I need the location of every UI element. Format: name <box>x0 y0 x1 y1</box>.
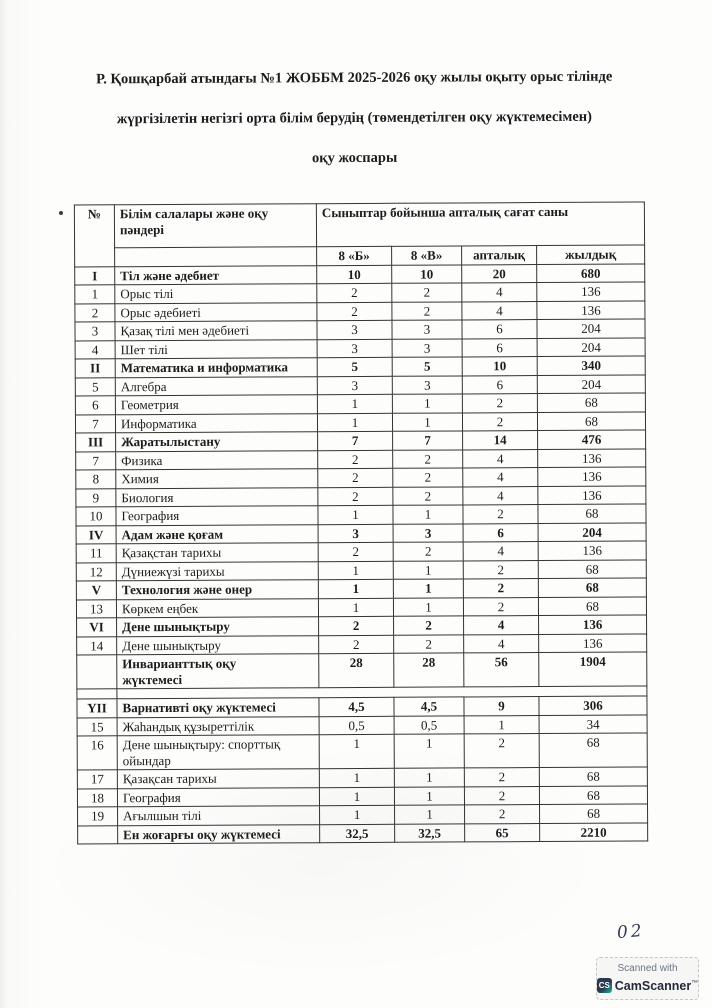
hours-8b-cell: 1 <box>319 734 394 768</box>
row-number-cell: 12 <box>76 562 116 581</box>
row-number-cell: 9 <box>76 488 116 507</box>
row-number-cell <box>78 825 118 844</box>
hours-8v-cell: 1 <box>393 597 463 616</box>
hours-8v-cell: 0,5 <box>394 715 464 734</box>
hours-weekly-cell: 4 <box>462 301 537 320</box>
table-row <box>77 652 647 689</box>
title-line-2: жүргізілетін негізгі орта білім берудің (төмендетілген оқу жүктемесімен) <box>116 108 592 128</box>
subject-name-cell: География <box>116 506 318 526</box>
hours-weekly-cell: 2 <box>465 805 540 824</box>
hours-weekly-cell: 4 <box>464 616 539 635</box>
subject-name-cell: Орыс әдебиеті <box>115 302 317 322</box>
subject-name-cell: Адам және қоғам <box>116 524 318 544</box>
col-header-8b: 8 «Б» <box>317 246 392 265</box>
handwritten-page-number: 02 <box>616 920 646 944</box>
hours-8b-cell: 2 <box>318 468 393 487</box>
hours-yearly-cell: 204 <box>537 319 645 338</box>
hours-8v-cell: 1 <box>392 394 462 413</box>
hours-8b-cell: 3 <box>318 524 393 543</box>
hours-weekly-cell: 14 <box>463 431 538 450</box>
title-line-3: оқу жоспары <box>311 149 398 167</box>
col-header-8v: 8 «В» <box>392 246 462 265</box>
subject-name-cell: Орыс тілі <box>115 284 317 304</box>
row-number-cell: III <box>76 433 116 452</box>
hours-8b-cell: 3 <box>317 339 392 358</box>
hours-yearly-cell: 136 <box>537 282 645 301</box>
hours-8b-cell: 0,5 <box>319 716 394 735</box>
hours-yearly-cell: 68 <box>539 733 647 768</box>
hours-yearly-cell: 68 <box>537 393 645 412</box>
hours-yearly-cell: 2210 <box>540 822 648 841</box>
hours-8b-cell: 1 <box>318 598 393 617</box>
hours-weekly-cell: 2 <box>462 394 537 413</box>
col-header-yearly: жылдық <box>537 245 645 264</box>
hours-8b-cell: 1 <box>317 413 392 432</box>
spacer-cell <box>77 689 117 699</box>
camscanner-icon: CS <box>597 978 612 993</box>
subject-name-cell: Математика и информатика <box>115 358 317 378</box>
col-header-subjects: Білім салалары және оқу пәндері <box>114 204 316 248</box>
hours-8v-cell: 1 <box>393 505 463 524</box>
hours-yearly-cell: 136 <box>538 448 646 467</box>
hours-8v-cell: 10 <box>392 264 462 283</box>
row-number-cell: 18 <box>77 788 117 807</box>
hours-8v-cell: 1 <box>393 560 463 579</box>
subject-name-cell: Алгебра <box>115 376 317 396</box>
hours-weekly-cell: 2 <box>463 597 538 616</box>
hours-8v-cell: 2 <box>392 301 462 320</box>
hours-8v-cell: 3 <box>392 375 462 394</box>
hours-8v-cell: 32,5 <box>395 823 465 842</box>
hours-yearly-cell: 340 <box>537 356 645 375</box>
subject-name-cell: Дене шынықтыру: спорттық ойындар <box>117 735 319 770</box>
row-number-cell: 19 <box>78 807 118 826</box>
hours-weekly-cell: 4 <box>462 283 537 302</box>
hours-weekly-cell: 4 <box>463 486 538 505</box>
subject-name-cell: Тіл және әдебиет <box>115 265 317 285</box>
hours-8v-cell: 2 <box>393 468 463 487</box>
hours-yearly-cell: 68 <box>537 411 645 430</box>
hours-8v-cell: 1 <box>394 768 464 787</box>
hours-yearly-cell: 306 <box>539 696 647 715</box>
subject-name-cell: Информатика <box>115 413 317 433</box>
hours-8v-cell: 3 <box>393 523 463 542</box>
row-number-cell: 3 <box>75 322 115 341</box>
hours-8v-cell: 1 <box>393 579 463 598</box>
subject-name-cell: Биология <box>116 487 318 507</box>
camscanner-badge <box>596 957 699 1000</box>
hours-yearly-cell: 68 <box>538 578 646 597</box>
hours-8v-cell: 5 <box>392 357 462 376</box>
hours-8v-cell: 2 <box>392 283 462 302</box>
hours-weekly-cell: 2 <box>463 505 538 524</box>
hours-yearly-cell: 136 <box>539 633 647 652</box>
hours-yearly-cell: 136 <box>537 300 645 319</box>
hours-weekly-cell: 10 <box>462 357 537 376</box>
hours-yearly-cell: 68 <box>538 559 646 578</box>
hours-weekly-cell: 6 <box>462 375 537 394</box>
subject-name-cell: Дене шынықтыру <box>117 617 319 637</box>
hours-8v-cell: 2 <box>393 486 463 505</box>
hours-8v-cell: 1 <box>395 805 465 824</box>
title-line-1: Р. Қошқарбай атындағы №1 ЖОББМ 2025-2026 оқу жылы оқыту орыс тілінде <box>96 68 613 88</box>
hours-yearly-cell: 204 <box>537 337 645 356</box>
hours-yearly-cell: 136 <box>538 541 646 560</box>
col-header-number: № <box>74 205 114 267</box>
row-number-cell: 5 <box>75 377 115 396</box>
hours-8b-cell: 2 <box>319 616 394 635</box>
row-number-cell: 8 <box>76 470 116 489</box>
subject-name-cell: Варнативті оқу жүктемесі <box>117 698 319 718</box>
hours-yearly-cell: 204 <box>537 374 645 393</box>
hours-8v-cell: 2 <box>393 542 463 561</box>
hours-weekly-cell: 2 <box>464 768 539 787</box>
hours-8b-cell: 2 <box>318 450 393 469</box>
plan-table-body <box>75 263 648 843</box>
scan-artifact-dot <box>59 211 63 215</box>
hours-weekly-cell: 2 <box>463 560 538 579</box>
row-number-cell: II <box>75 359 115 378</box>
header-row-top <box>74 202 644 248</box>
hours-yearly-cell: 136 <box>538 467 646 486</box>
camscanner-name-text: CamScanner <box>614 978 692 993</box>
col-header-weekly: апталық <box>462 246 537 265</box>
hours-8v-cell: 4,5 <box>394 697 464 716</box>
hours-8b-cell: 1 <box>318 505 393 524</box>
scanned-with-label: Scanned with <box>617 963 678 974</box>
subject-name-cell: Жаһандық құзыреттілік <box>117 716 319 736</box>
hours-weekly-cell: 4 <box>463 449 538 468</box>
subject-name-cell: Инварианттық оқу жүктемесі <box>117 654 319 689</box>
hours-8v-cell: 3 <box>392 338 462 357</box>
hours-8b-cell: 1 <box>318 561 393 580</box>
hours-8b-cell: 2 <box>317 302 392 321</box>
row-number-cell: 7 <box>76 451 116 470</box>
hours-8b-cell: 2 <box>319 635 394 654</box>
col-header-weekly-hours-span: Сыныптар бойынша апталық сағат саны <box>316 202 644 247</box>
hours-8v-cell: 1 <box>394 734 464 768</box>
hours-weekly-cell: 20 <box>462 264 537 283</box>
hours-yearly-cell: 68 <box>539 767 647 786</box>
camscanner-name <box>615 979 698 993</box>
hours-8b-cell: 4,5 <box>319 697 394 716</box>
curriculum-table <box>74 201 648 844</box>
subject-name-cell: Дүниежүзі тарихы <box>116 561 318 581</box>
row-number-cell: 7 <box>75 414 115 433</box>
hours-8b-cell: 1 <box>317 394 392 413</box>
hours-8b-cell: 1 <box>319 768 394 787</box>
hours-8v-cell: 1 <box>392 412 462 431</box>
hours-yearly-cell: 68 <box>540 804 648 823</box>
hours-yearly-cell: 1904 <box>539 652 647 687</box>
hours-8b-cell: 32,5 <box>320 824 395 843</box>
table-row <box>78 822 648 843</box>
subject-name-cell: Қазақ тілі мен әдебиеті <box>115 321 317 341</box>
hours-weekly-cell: 9 <box>464 697 539 716</box>
curriculum-table-header <box>74 202 644 266</box>
hours-weekly-cell: 6 <box>462 338 537 357</box>
hours-yearly-cell: 68 <box>539 785 647 804</box>
hours-8v-cell: 3 <box>392 320 462 339</box>
table-row <box>77 733 647 770</box>
hours-yearly-cell: 136 <box>538 485 646 504</box>
hours-weekly-cell: 56 <box>464 653 539 687</box>
hours-8b-cell: 1 <box>318 579 393 598</box>
hours-yearly-cell: 68 <box>538 504 646 523</box>
row-number-cell: 6 <box>75 396 115 415</box>
hours-8b-cell: 5 <box>317 357 392 376</box>
row-number-cell: 17 <box>77 770 117 789</box>
hours-weekly-cell: 2 <box>463 579 538 598</box>
row-number-cell: 14 <box>77 636 117 655</box>
hours-8b-cell: 1 <box>319 787 394 806</box>
hours-8b-cell: 28 <box>319 653 394 687</box>
hours-8b-cell: 2 <box>317 283 392 302</box>
hours-yearly-cell: 34 <box>539 714 647 733</box>
hours-weekly-cell: 1 <box>464 715 539 734</box>
trademark-symbol: ™ <box>691 979 699 987</box>
row-number-cell: 11 <box>76 544 116 563</box>
row-number-cell: 13 <box>76 599 116 618</box>
subject-name-cell: Қазақсан тарихы <box>117 769 319 789</box>
hours-8b-cell: 10 <box>317 265 392 284</box>
hours-8b-cell: 7 <box>318 431 393 450</box>
hours-weekly-cell: 4 <box>463 468 538 487</box>
hours-8b-cell: 3 <box>317 376 392 395</box>
subject-name-cell: Физика <box>116 450 318 470</box>
subject-name-cell: Дене шынықтыру <box>117 635 319 655</box>
row-number-cell: 1 <box>75 285 115 304</box>
row-number-cell: 2 <box>75 303 115 322</box>
hours-weekly-cell: 4 <box>464 634 539 653</box>
row-number-cell <box>77 655 117 689</box>
hours-weekly-cell: 2 <box>464 734 539 768</box>
row-number-cell: YII <box>77 699 117 718</box>
hours-8b-cell: 2 <box>318 542 393 561</box>
subject-name-cell: Көркем еңбек <box>116 598 318 618</box>
hours-weekly-cell: 6 <box>463 523 538 542</box>
subject-name-cell: Шет тілі <box>115 339 317 359</box>
hours-8v-cell: 7 <box>393 431 463 450</box>
row-number-cell: 4 <box>75 340 115 359</box>
row-number-cell: V <box>76 581 116 600</box>
hours-8v-cell: 2 <box>394 634 464 653</box>
row-number-cell: 15 <box>77 717 117 736</box>
subject-name-cell: Технология және онер <box>116 580 318 600</box>
hours-8b-cell: 3 <box>317 320 392 339</box>
row-number-cell: VI <box>77 618 117 637</box>
hours-weekly-cell: 2 <box>464 786 539 805</box>
row-number-cell: IV <box>76 525 116 544</box>
hours-yearly-cell: 136 <box>539 615 647 634</box>
hours-weekly-cell: 2 <box>462 412 537 431</box>
document-title <box>24 46 685 189</box>
col-header-subjects-empty <box>115 247 317 267</box>
hours-8v-cell: 2 <box>393 449 463 468</box>
subject-name-cell: Геометрия <box>115 395 317 415</box>
hours-8b-cell: 1 <box>320 805 395 824</box>
row-number-cell: 16 <box>77 736 117 770</box>
hours-weekly-cell: 4 <box>463 542 538 561</box>
hours-weekly-cell: 6 <box>462 320 537 339</box>
hours-8v-cell: 2 <box>394 616 464 635</box>
subject-name-cell: Ағылшын тілі <box>118 806 320 826</box>
row-number-cell: 10 <box>76 507 116 526</box>
hours-weekly-cell: 65 <box>465 823 540 842</box>
subject-name-cell: Қазақстан тарихы <box>116 543 318 563</box>
hours-yearly-cell: 204 <box>538 522 646 541</box>
subject-name-cell: Химия <box>116 469 318 489</box>
hours-8b-cell: 2 <box>318 487 393 506</box>
row-number-cell: I <box>75 266 115 285</box>
camscanner-logo <box>598 978 699 993</box>
subject-name-cell: Жаратылыстану <box>116 432 318 452</box>
subject-name-cell: География <box>117 787 319 807</box>
hours-8v-cell: 1 <box>394 786 464 805</box>
hours-yearly-cell: 680 <box>537 263 645 282</box>
hours-8v-cell: 28 <box>394 653 464 687</box>
hours-yearly-cell: 476 <box>538 430 646 449</box>
subject-name-cell: Ен жоғарғы оқу жүктемесі <box>118 824 320 844</box>
hours-yearly-cell: 68 <box>538 596 646 615</box>
